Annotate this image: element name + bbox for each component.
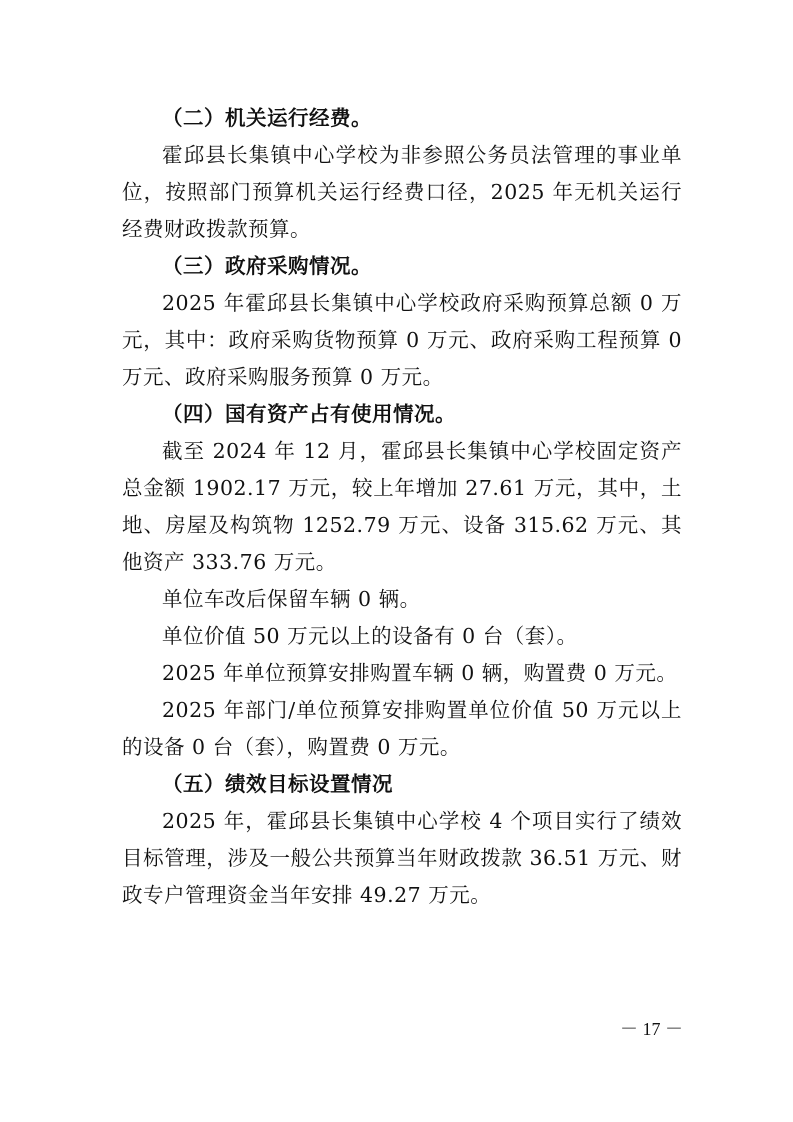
section-heading-government-procurement: （三）政府采购情况。: [162, 254, 372, 278]
paragraph-equipment-purchase: 2025 年部门/单位预算安排购置单位价值 50 万元以上的设备 0 台（套），购置费 0 万元。: [122, 698, 682, 759]
paragraph-government-procurement: 2025 年霍邱县长集镇中心学校政府采购预算总额 0 万元，其中：政府采购货物预算 0 万元、政府采购工程预算 0 万元、政府采购服务预算 0 万元。: [122, 291, 682, 389]
page-number: － 17 －: [620, 1019, 683, 1039]
paragraph-fixed-assets: 截至 2024 年 12 月，霍邱县长集镇中心学校固定资产总金额 1902.17 万元，较上年增加 27.61 万元，其中，土地、房屋及构筑物 1252.79 万元、设备 315.62 万元、其他资产 333.76 万元。: [122, 439, 682, 574]
section-heading-performance-targets: （五）绩效目标设置情况: [162, 772, 393, 796]
paragraph-retained-vehicles: 单位车改后保留车辆 0 辆。: [162, 587, 421, 611]
document-body: [122, 100, 682, 914]
paragraph-high-value-equipment: 单位价值 50 万元以上的设备有 0 台（套）。: [162, 624, 578, 648]
section-heading-state-assets: （四）国有资产占有使用情况。: [162, 402, 456, 426]
paragraph-operating-expenses: 霍邱县长集镇中心学校为非参照公务员法管理的事业单位，按照部门预算机关运行经费口径，2025 年无机关运行经费财政拨款预算。: [122, 143, 682, 241]
paragraph-performance-targets: 2025 年，霍邱县长集镇中心学校 4 个项目实行了绩效目标管理，涉及一般公共预算当年财政拨款 36.51 万元、财政专户管理资金当年安排 49.27 万元。: [122, 809, 682, 907]
paragraph-vehicle-purchase: 2025 年单位预算安排购置车辆 0 辆，购置费 0 万元。: [162, 661, 678, 685]
section-heading-operating-expenses: （二）机关运行经费。: [162, 106, 372, 130]
